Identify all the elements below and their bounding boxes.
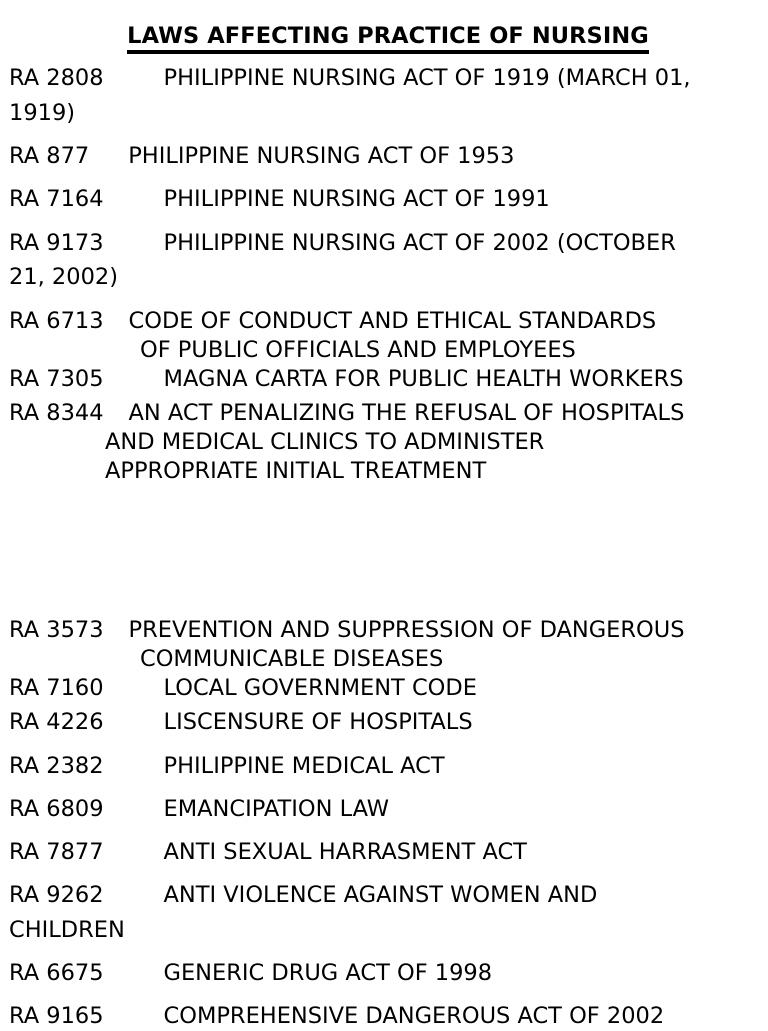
- law-title: PHILIPPINE NURSING ACT OF 1953: [128, 143, 515, 169]
- law-title: PHILIPPINE NURSING ACT OF 1991: [163, 186, 550, 212]
- law-code: RA 7160: [9, 675, 104, 701]
- law-title: PHILIPPINE NURSING ACT OF 1919 (MARCH 01,: [163, 65, 691, 91]
- law-item-ra-2808: [9, 64, 691, 93]
- law-code: RA 9165: [9, 1003, 104, 1029]
- law-code: RA 2382: [9, 753, 104, 779]
- law-code: RA 6713: [9, 308, 104, 334]
- law-item-ra-4226: [9, 708, 473, 737]
- law-code: RA 2808: [9, 65, 104, 91]
- law-item-ra-9262: [9, 881, 597, 910]
- law-item-ra-6675: [9, 959, 492, 988]
- law-item-ra-877: [9, 142, 514, 171]
- law-code: RA 3573: [9, 617, 104, 643]
- law-title-continuation: 21, 2002): [9, 264, 118, 290]
- law-title: AN ACT PENALIZING THE REFUSAL OF HOSPITALS: [128, 400, 685, 426]
- law-title: CODE OF CONDUCT AND ETHICAL STANDARDS: [128, 308, 657, 334]
- law-title: COMPREHENSIVE DANGEROUS ACT OF 2002: [163, 1003, 665, 1029]
- law-code: RA 6809: [9, 796, 104, 822]
- law-item-ra-3573: [9, 616, 685, 645]
- law-title: MAGNA CARTA FOR PUBLIC HEALTH WORKERS: [163, 366, 684, 392]
- law-code: RA 9173: [9, 230, 104, 256]
- law-item-ra-9173: [9, 229, 676, 258]
- law-code: RA 7305: [9, 366, 104, 392]
- law-title: LISCENSURE OF HOSPITALS: [163, 709, 473, 735]
- law-item-ra-7160: [9, 674, 477, 703]
- law-title-continuation: OF PUBLIC OFFICIALS AND EMPLOYEES: [140, 337, 576, 363]
- law-title-continuation: APPROPRIATE INITIAL TREATMENT: [105, 458, 487, 484]
- law-item-ra-7305: [9, 365, 684, 394]
- law-title: ANTI VIOLENCE AGAINST WOMEN AND: [163, 882, 598, 908]
- law-title-continuation: 1919): [9, 100, 76, 126]
- law-code: RA 4226: [9, 709, 104, 735]
- law-title: PHILIPPINE MEDICAL ACT: [163, 753, 445, 779]
- law-title: LOCAL GOVERNMENT CODE: [163, 675, 477, 701]
- law-item-ra-6809: [9, 795, 389, 824]
- law-code: RA 877: [9, 143, 90, 169]
- law-item-ra-2382: [9, 752, 445, 781]
- page-title: LAWS AFFECTING PRACTICE OF NURSING: [127, 23, 649, 49]
- law-code: RA 7877: [9, 839, 104, 865]
- law-item-ra-8344: [9, 399, 684, 428]
- law-code: RA 7164: [9, 186, 104, 212]
- law-title: ANTI SEXUAL HARRASMENT ACT: [163, 839, 527, 865]
- law-title-continuation: COMMUNICABLE DISEASES: [140, 646, 444, 672]
- law-title: EMANCIPATION LAW: [163, 796, 390, 822]
- law-code: RA 8344: [9, 400, 104, 426]
- law-code: RA 6675: [9, 960, 104, 986]
- law-title: PREVENTION AND SUPPRESSION OF DANGEROUS: [128, 617, 685, 643]
- law-title-continuation: CHILDREN: [9, 917, 125, 943]
- law-title-continuation: AND MEDICAL CLINICS TO ADMINISTER: [105, 429, 545, 455]
- law-item-ra-7164: [9, 185, 550, 214]
- law-item-ra-9165: [9, 1002, 664, 1031]
- law-code: RA 9262: [9, 882, 104, 908]
- law-item-ra-7877: [9, 838, 527, 867]
- law-title: GENERIC DRUG ACT OF 1998: [163, 960, 493, 986]
- law-title: PHILIPPINE NURSING ACT OF 2002 (OCTOBER: [163, 230, 676, 256]
- law-item-ra-6713: [9, 307, 656, 336]
